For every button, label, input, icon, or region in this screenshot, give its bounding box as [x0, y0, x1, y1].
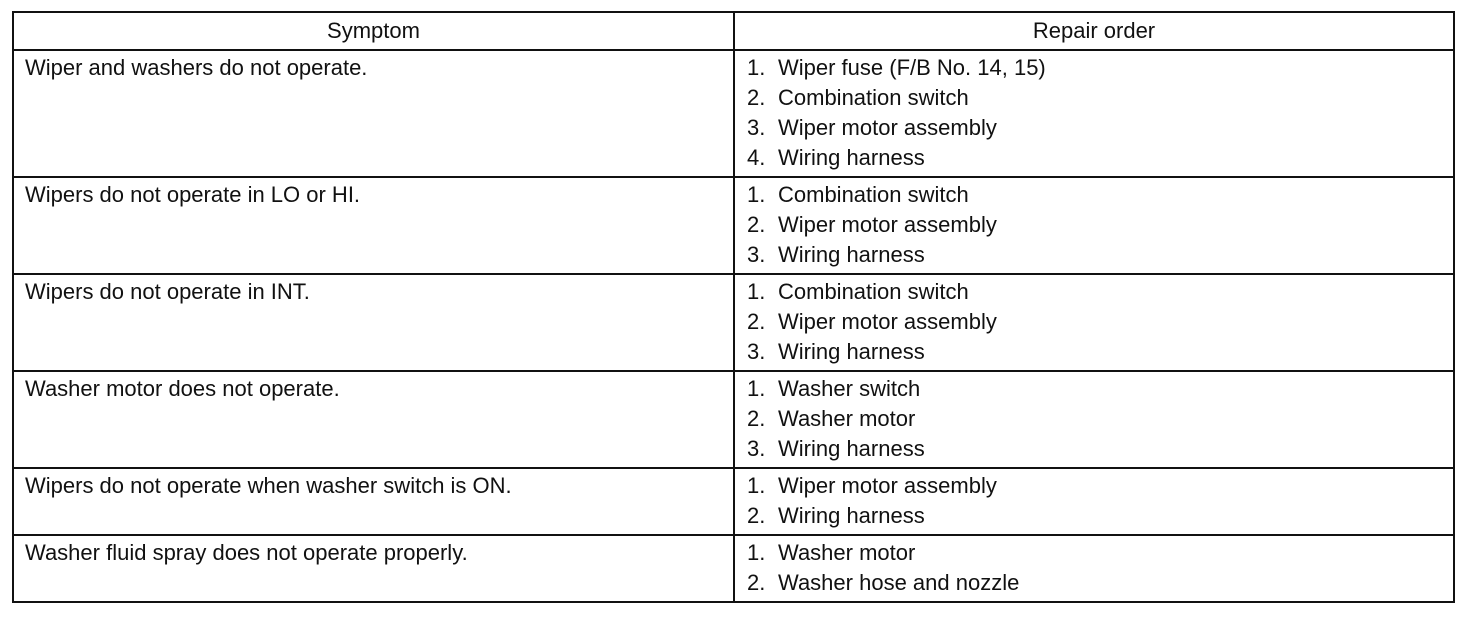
step-text: Washer switch	[778, 376, 921, 401]
step-number: 2.	[747, 309, 766, 334]
step-number: 4.	[747, 145, 766, 170]
list-item	[747, 501, 1443, 531]
step-number: 3.	[747, 436, 766, 461]
list-item	[747, 471, 1443, 501]
repair-order-cell	[734, 274, 1454, 371]
step-text: Wiring harness	[778, 339, 925, 364]
repair-order-cell	[734, 50, 1454, 177]
repair-order-cell	[734, 177, 1454, 274]
symptom-column-header: Symptom	[13, 12, 734, 50]
table-row	[13, 535, 1454, 602]
list-item	[747, 143, 1443, 173]
symptom-cell: Wipers do not operate in LO or HI.	[13, 177, 734, 274]
list-item	[747, 307, 1443, 337]
step-number: 1.	[747, 279, 766, 304]
step-text: Washer hose and nozzle	[778, 570, 1020, 595]
list-item	[747, 568, 1443, 598]
diagnosis-table	[12, 11, 1455, 603]
list-item	[747, 210, 1443, 240]
list-item	[747, 277, 1443, 307]
list-item	[747, 374, 1443, 404]
list-item	[747, 240, 1443, 270]
step-number: 3.	[747, 242, 766, 267]
step-text: Combination switch	[778, 279, 969, 304]
step-text: Washer motor	[778, 540, 916, 565]
step-number: 1.	[747, 540, 766, 565]
step-text: Wiring harness	[778, 242, 925, 267]
step-text: Wiring harness	[778, 436, 925, 461]
step-text: Wiper motor assembly	[778, 115, 997, 140]
step-text: Wiper motor assembly	[778, 309, 997, 334]
repair-order-cell	[734, 535, 1454, 602]
repair-order-list	[747, 538, 1443, 598]
list-item	[747, 538, 1443, 568]
step-number: 1.	[747, 55, 766, 80]
step-number: 1.	[747, 182, 766, 207]
table-row	[13, 274, 1454, 371]
step-text: Washer motor	[778, 406, 916, 431]
repair-order-cell	[734, 468, 1454, 535]
repair-order-list	[747, 180, 1443, 270]
repair-order-column-header: Repair order	[734, 12, 1454, 50]
repair-order-list	[747, 277, 1443, 367]
symptom-cell: Washer motor does not operate.	[13, 371, 734, 468]
list-item	[747, 404, 1443, 434]
repair-order-cell	[734, 371, 1454, 468]
list-item	[747, 434, 1443, 464]
step-number: 2.	[747, 406, 766, 431]
table-body	[13, 50, 1454, 602]
header-row	[13, 12, 1454, 50]
table-row	[13, 50, 1454, 177]
step-text: Combination switch	[778, 85, 969, 110]
step-text: Combination switch	[778, 182, 969, 207]
symptom-cell: Washer fluid spray does not operate properly.	[13, 535, 734, 602]
repair-order-list	[747, 53, 1443, 173]
step-text: Wiper motor assembly	[778, 473, 997, 498]
list-item	[747, 53, 1443, 83]
step-number: 1.	[747, 473, 766, 498]
step-number: 2.	[747, 85, 766, 110]
step-text: Wiper motor assembly	[778, 212, 997, 237]
repair-order-list	[747, 374, 1443, 464]
step-number: 2.	[747, 570, 766, 595]
list-item	[747, 83, 1443, 113]
step-number: 3.	[747, 339, 766, 364]
list-item	[747, 337, 1443, 367]
step-number: 2.	[747, 503, 766, 528]
repair-order-list	[747, 471, 1443, 531]
table-row	[13, 177, 1454, 274]
symptom-cell: Wipers do not operate when washer switch is ON.	[13, 468, 734, 535]
step-text: Wiring harness	[778, 503, 925, 528]
table-row	[13, 468, 1454, 535]
table-row	[13, 371, 1454, 468]
symptom-cell: Wiper and washers do not operate.	[13, 50, 734, 177]
list-item	[747, 180, 1443, 210]
step-number: 3.	[747, 115, 766, 140]
list-item	[747, 113, 1443, 143]
step-text: Wiper fuse (F/B No. 14, 15)	[778, 55, 1046, 80]
table-header	[13, 12, 1454, 50]
step-text: Wiring harness	[778, 145, 925, 170]
step-number: 1.	[747, 376, 766, 401]
symptom-cell: Wipers do not operate in INT.	[13, 274, 734, 371]
step-number: 2.	[747, 212, 766, 237]
